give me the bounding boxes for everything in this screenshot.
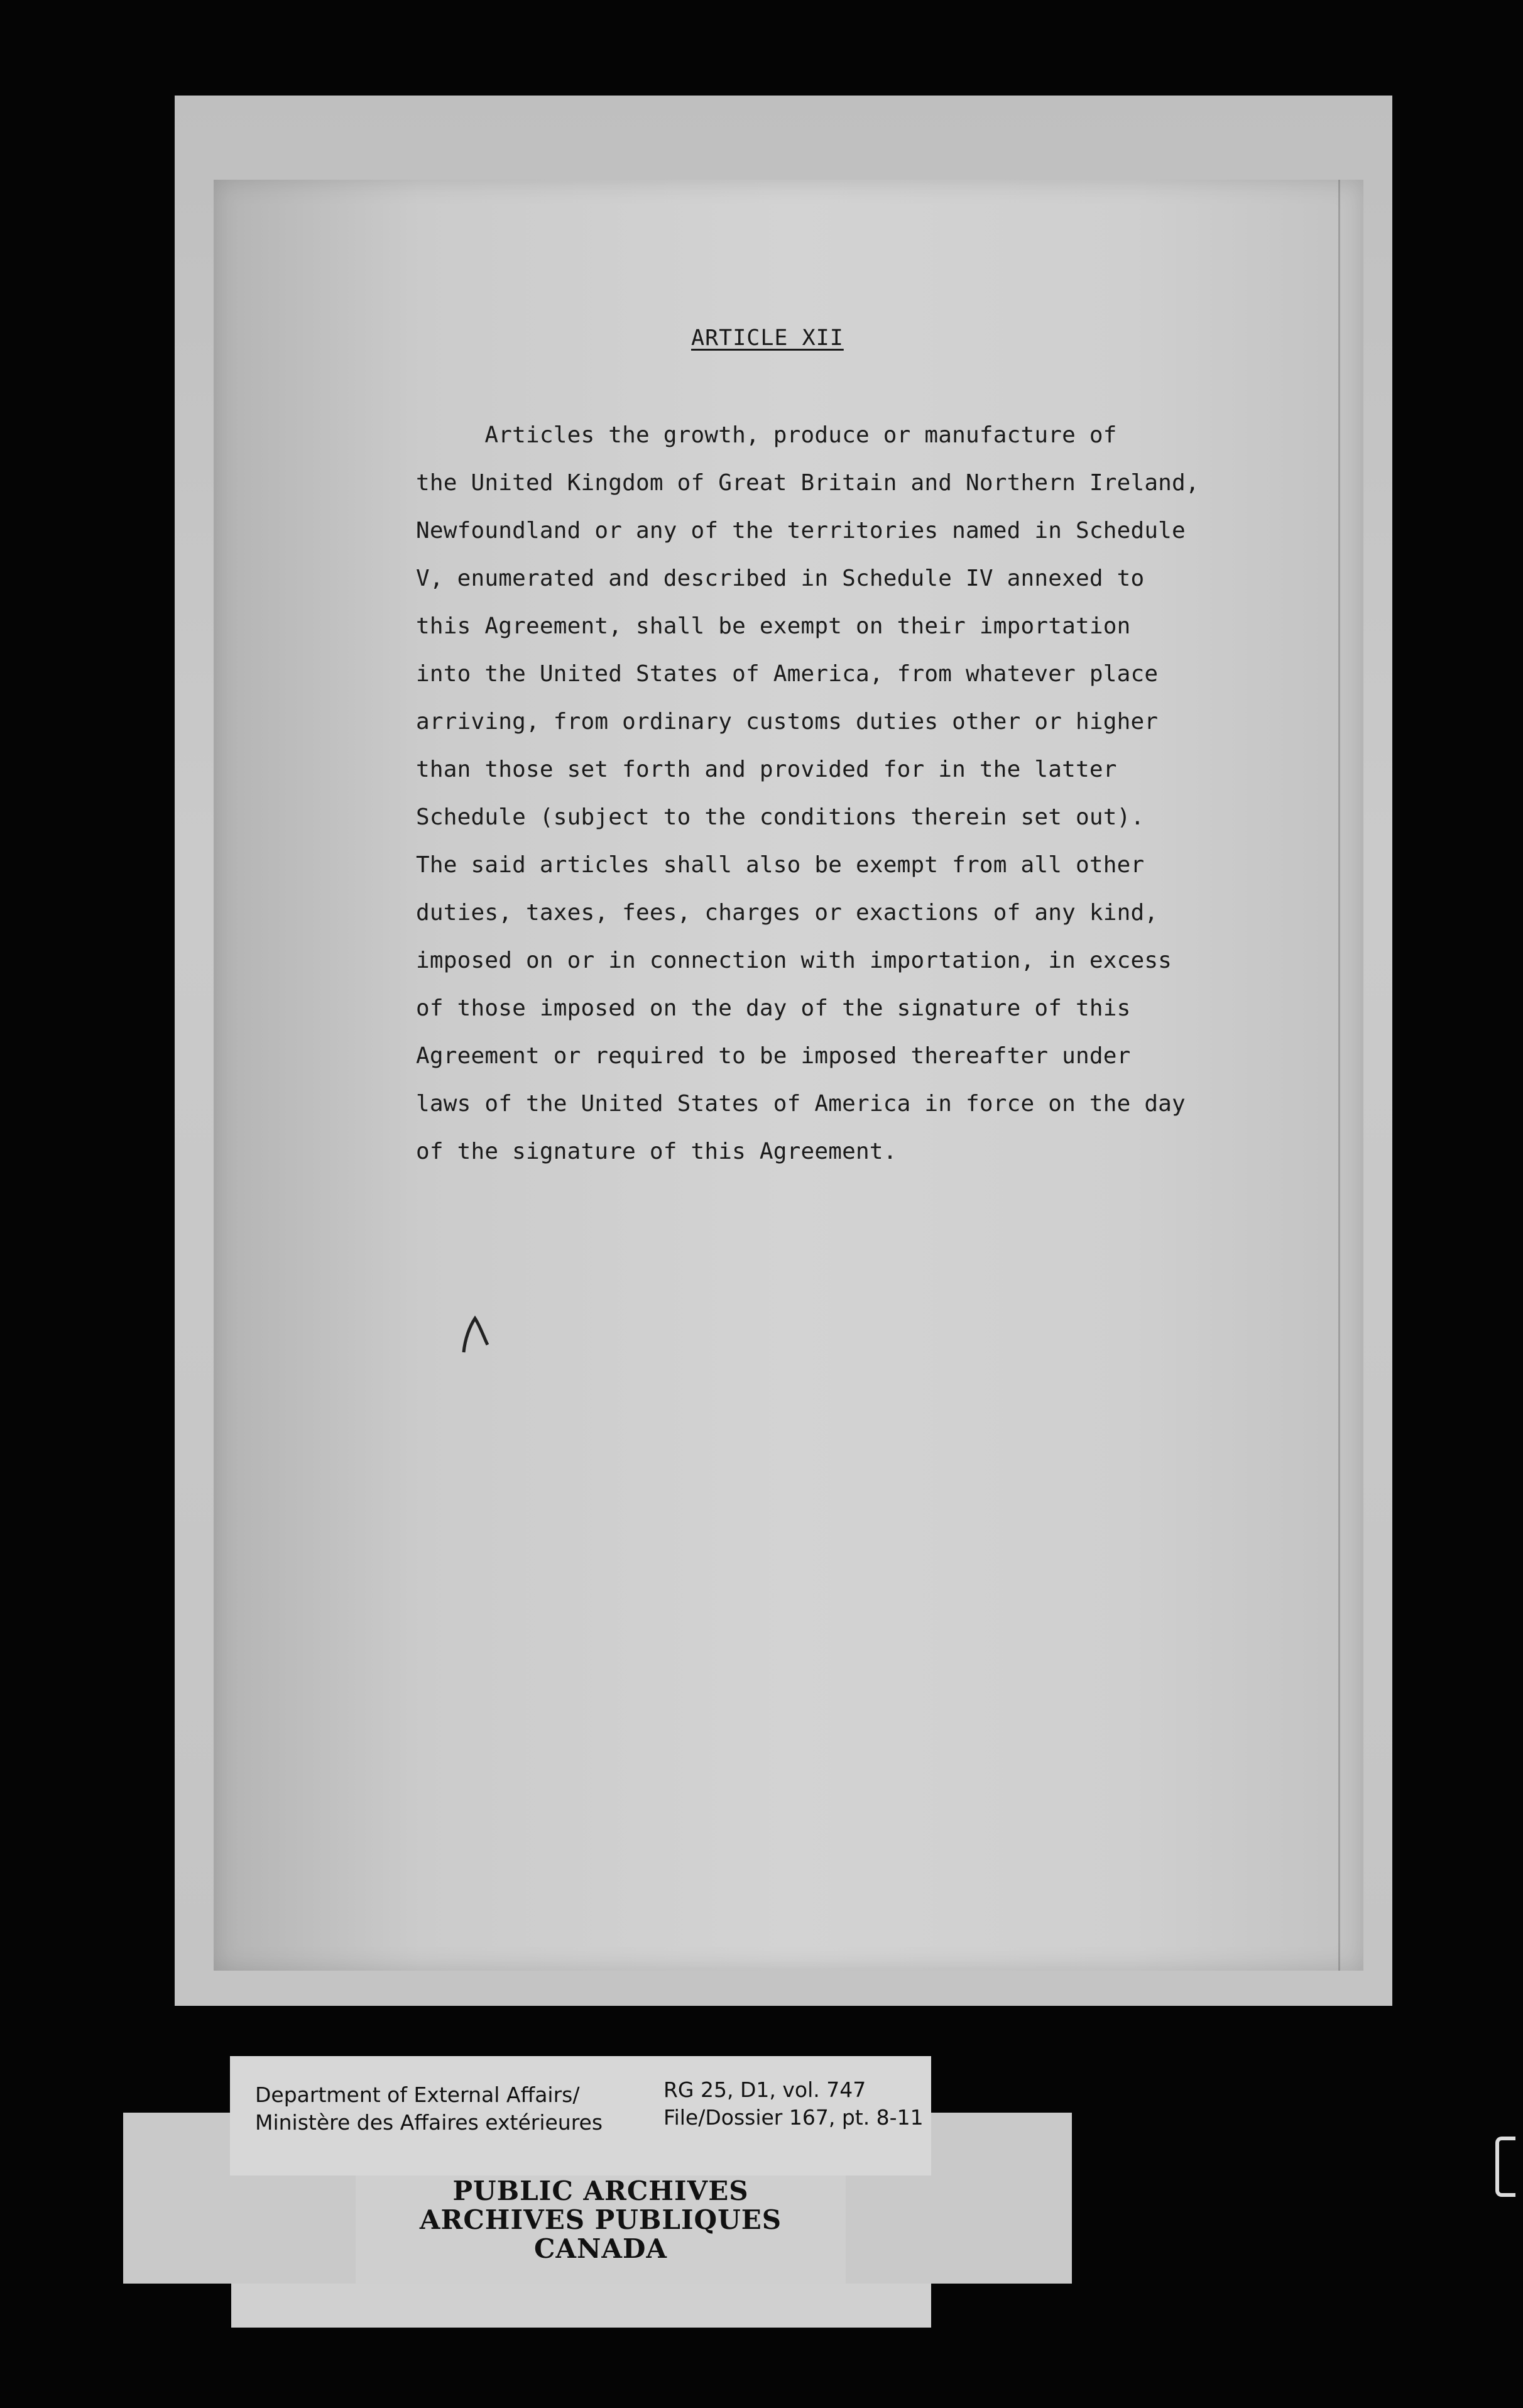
body-line: arriving, from ordinary customs duties other or higher	[416, 709, 1159, 735]
body-line: The said articles shall also be exempt from all other	[416, 852, 1145, 878]
body-line: this Agreement, shall be exempt on their importation	[416, 613, 1131, 639]
body-line: Articles the growth, produce or manufacture of	[416, 422, 1117, 448]
body-line: V, enumerated and described in Schedule IV annexed to	[416, 566, 1145, 591]
file-dossier: File/Dossier 167, pt. 8-11	[663, 2105, 924, 2130]
stamp-line-fr: ARCHIVES PUBLIQUES	[419, 2204, 782, 2235]
department-name	[255, 2081, 603, 2137]
document-page	[214, 180, 1363, 1971]
body-line: imposed on or in connection with importation, in excess	[416, 948, 1172, 973]
archive-stamp-area	[356, 2175, 846, 2287]
body-line: than those set forth and provided for in the latter	[416, 757, 1117, 782]
body-line: duties, taxes, fees, charges or exactions of any kind,	[416, 900, 1159, 926]
record-group: RG 25, D1, vol. 747	[663, 2077, 866, 2102]
body-line: of those imposed on the day of the signature of this	[416, 995, 1131, 1021]
archive-reference-label	[230, 2056, 931, 2175]
pencil-mark	[459, 1313, 496, 1367]
article-heading: ARTICLE XII	[691, 326, 844, 351]
department-en: Department of External Affairs/	[255, 2082, 580, 2107]
body-line: Schedule (subject to the conditions therein set out).	[416, 804, 1145, 830]
body-line: of the signature of this Agreement.	[416, 1139, 897, 1164]
department-fr: Ministère des Affaires extérieures	[255, 2110, 603, 2135]
stamp-line-en: PUBLIC ARCHIVES	[452, 2175, 749, 2206]
label-bottom-strip	[231, 2284, 931, 2328]
film-edge-mark	[1495, 2137, 1515, 2197]
page-edge-line	[1338, 180, 1340, 1971]
body-line: Agreement or required to be imposed thereafter under	[416, 1043, 1131, 1069]
stamp-line-country: CANADA	[533, 2233, 667, 2264]
body-line: laws of the United States of America in force on the day	[416, 1091, 1186, 1117]
body-line: the United Kingdom of Great Britain and Northern Ireland,	[416, 470, 1199, 496]
body-line: Newfoundland or any of the territories named in Schedule	[416, 518, 1186, 544]
pencil-mark-icon	[459, 1313, 496, 1357]
file-reference	[663, 2076, 924, 2132]
body-line: into the United States of America, from whatever place	[416, 661, 1159, 687]
